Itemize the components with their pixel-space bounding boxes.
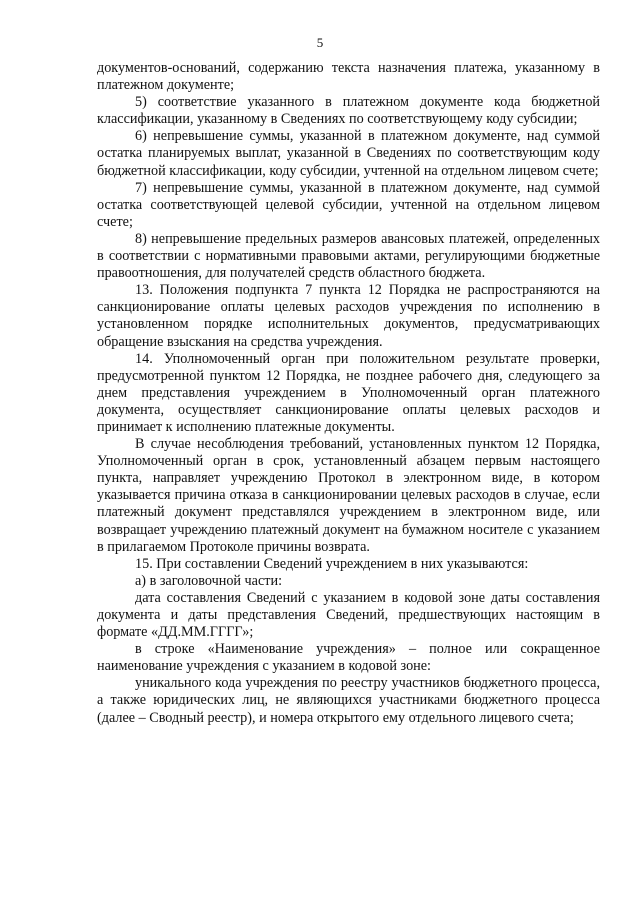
paragraph: дата составления Сведений с указанием в кодовой зоне даты составления документа и даты представления Сведений, предшествующих настоящим в формате «ДД.ММ.ГГГГ»;	[97, 589, 600, 641]
document-body	[97, 60, 600, 727]
paragraph: уникального кода учреждения по реестру участников бюджетного процесса, а также юридических лиц, не являющихся участниками бюджетного процесса (далее – Сводный реестр), и номера открытого ему отдельного лицевого счета;	[97, 675, 600, 726]
paragraph: в строке «Наименование учреждения» – полное или сокращенное наименование учреждения с указанием в кодовой зоне:	[97, 641, 600, 675]
paragraph: 8) непревышение предельных размеров авансовых платежей, определенных в соответствии с нормативными правовыми актами, регулирующими бюджетные правоотношения, для получателей средств областного бюджета.	[97, 230, 600, 282]
paragraph: документов-оснований, содержанию текста назначения платежа, указанному в платежном документе;	[97, 60, 600, 94]
paragraph: 7) непревышение суммы, указанной в платежном документе, над суммой остатка соответствующей целевой субсидии, учтенной на отдельном лицевом счете;	[97, 179, 600, 230]
paragraph: 6) непревышение суммы, указанной в платежном документе, над суммой остатка планируемых выплат, указанной в Сведениях по соответствующим коду бюджетной классификации, коду субсидии, учтенной на отдельном лицевом счете;	[97, 128, 600, 179]
paragraph: 5) соответствие указанного в платежном документе кода бюджетной классификации, указанному в Сведениях по соответствующему коду субсидии;	[97, 94, 600, 128]
paragraph: 13. Положения подпункта 7 пункта 12 Порядка не распространяются на санкционирование оплаты целевых расходов учреждения по исполнению в установленном порядке исполнительных документов, предусматривающих обращение взыскания на средства учреждения.	[97, 282, 600, 350]
page-number: 5	[316, 35, 324, 50]
paragraph: 14. Уполномоченный орган при положительном результате проверки, предусмотренной пунктом 12 Порядка, не позднее рабочего дня, следующего за днем представления учреждением в Уполномоченный орган платежного документа, осуществляет санкционирование оплаты целевых расходов и принимает к исполнению платежные документы.	[97, 350, 600, 435]
paragraph: В случае несоблюдения требований, установленных пунктом 12 Порядка, Уполномоченный орган в срок, установленный абзацем первым настоящего пункта, направляет учреждению Протокол в электронном виде, в котором указывается причина отказа в санкционировании целевых расходов в случае, если платежный документ представлялся учреждением в электронном виде, или возвращает учреждению платежный документ на бумажном носителе с указанием в прилагаемом Протоколе причины возврата.	[97, 436, 600, 555]
paragraph: 15. При составлении Сведений учреждением в них указываются:	[135, 555, 529, 572]
paragraph: а) в заголовочной части:	[135, 572, 283, 589]
